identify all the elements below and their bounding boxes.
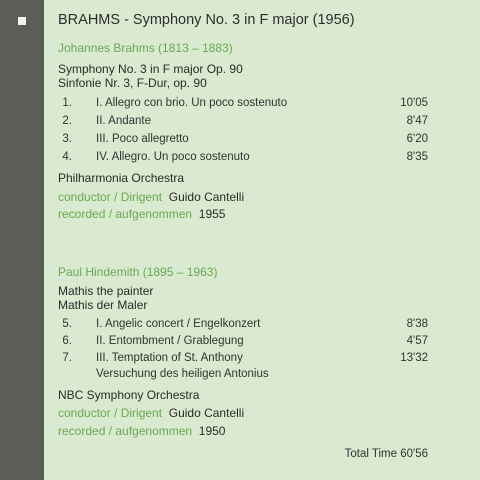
total-time: Total Time 60'56 [344,448,428,460]
work-title-de: Mathis der Maler [58,298,148,312]
work-title-en: Mathis the painter [58,284,154,298]
recorded-year: 1955 [198,207,226,221]
track-duration: 13'32 [400,352,428,364]
track-title: II. Entombment / Grablegung [96,335,244,347]
track-duration: 8'35 [406,151,428,163]
composer-brahms: Johannes Brahms (1813 – 1883) [58,41,233,55]
conductor-line [58,190,244,204]
track-number: 1. [62,97,72,109]
track-title: I. Allegro con brio. Un poco sostenuto [96,97,288,109]
square-icon [18,17,26,25]
track-number: 6. [62,335,72,347]
recorded-label: recorded / aufgenommen [58,207,193,221]
track-title: II. Andante [96,115,151,127]
recorded-line [58,424,225,438]
sidebar [0,0,44,480]
track-title: III. Poco allegretto [96,133,189,145]
recorded-year: 1950 [198,424,226,438]
track-duration: 10'05 [400,97,428,109]
album-title: BRAHMS - Symphony No. 3 in F major (1956) [58,12,355,28]
conductor-name: Guido Cantelli [168,406,245,420]
conductor-label: conductor / Dirigent [58,190,163,204]
orchestra: NBC Symphony Orchestra [58,388,200,402]
track-duration: 8'38 [406,318,428,330]
conductor-name: Guido Cantelli [168,190,245,204]
recorded-label: recorded / aufgenommen [58,424,193,438]
orchestra: Philharmonia Orchestra [58,171,185,185]
track-number: 4. [62,151,72,163]
track-title: IV. Allegro. Un poco sostenuto [96,151,250,163]
track-number: 5. [62,318,72,330]
track-number: 3. [62,133,72,145]
track-title: III. Temptation of St. Anthony [96,352,243,364]
work-title-en: Symphony No. 3 in F major Op. 90 [58,62,243,76]
recorded-line [58,207,225,221]
track-duration: 8'47 [406,115,428,127]
conductor-line [58,406,244,420]
track-title-de: Versuchung des heiligen Antonius [96,368,269,380]
track-title: I. Angelic concert / Engelkonzert [96,318,261,330]
conductor-label: conductor / Dirigent [58,406,163,420]
track-number: 2. [62,115,72,127]
composer-hindemith: Paul Hindemith (1895 – 1963) [58,265,218,279]
work-title-de: Sinfonie Nr. 3, F-Dur, op. 90 [58,76,207,90]
track-number: 7. [62,352,72,364]
track-duration: 6'20 [406,133,428,145]
track-duration: 4'57 [406,335,428,347]
